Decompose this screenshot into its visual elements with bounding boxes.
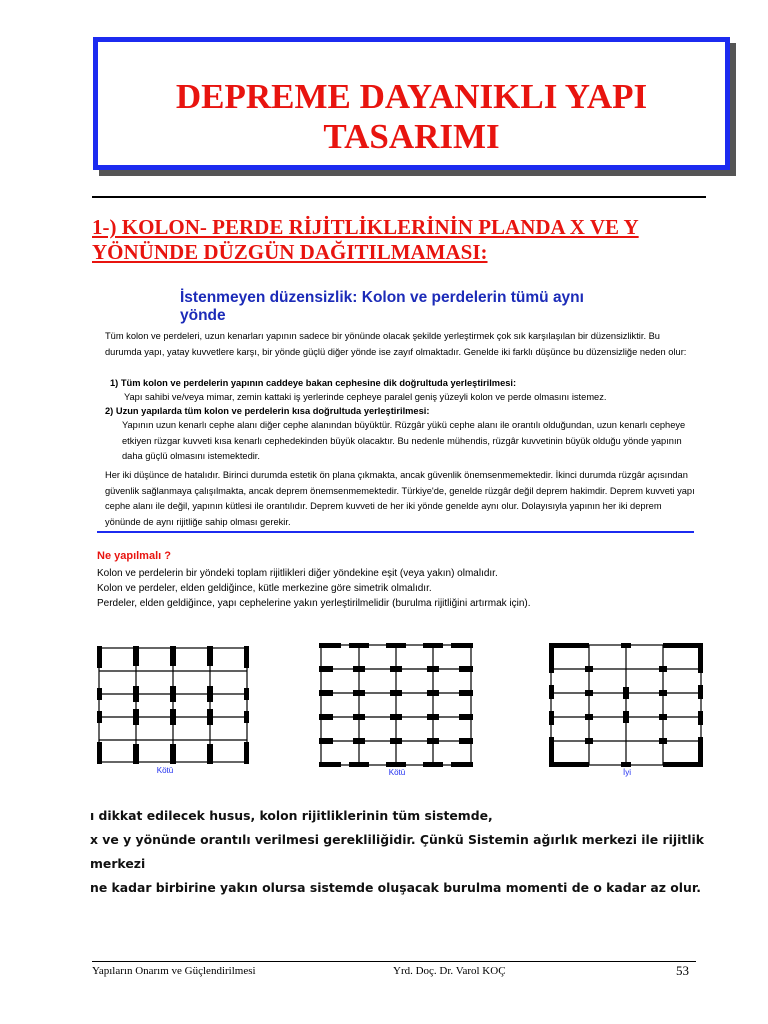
page-title-line2: TASARIMI (323, 117, 500, 156)
footer-author: Yrd. Doç. Dr. Varol KOÇ (393, 965, 506, 977)
what-to-do-title: Ne yapılmalı ? (97, 550, 171, 562)
bottom-paragraph (90, 804, 730, 900)
bottom-line: x ve y yönünde orantılı verilmesi gerekliliğidir. Çünkü Sistemin ağırlık merkezi ile rijitlik merkezi (90, 832, 705, 871)
plan-diagram-1 (97, 646, 249, 764)
footer-left: Yapıların Onarım ve Güçlendirilmesi (92, 965, 256, 977)
title-box (93, 37, 730, 170)
page-number: 53 (676, 963, 689, 978)
plan-label-3: İyi (623, 768, 631, 777)
what-to-do-item: Perdeler, elden geldiğince, yapı cephelerine yakın yerleştirilmelidir (burulma rijitliğini artırmak için). (97, 598, 531, 609)
figure-item2-body: Yapının uzun kenarlı cephe alanı diğer cephe alanından büyüktür. Rüzgâr yükü cephe alanı ile orantılı olduğundan, uzun kenarlı cepheye etkiyen rüzgar kuvveti kısa kenarlı cephedekinden büyük olacaktır. Bu nedenle mühendis, rüzgâr kuvvetinin büyük olduğu yönde yapının daha güçlü olmasını istemektedir. (122, 420, 686, 461)
what-to-do-item: Kolon ve perdelerin bir yöndeki toplam rijitlikleri diğer yöndekine eşit (veya yakın) olmalıdır. (97, 568, 498, 579)
what-to-do-list (97, 566, 657, 611)
divider (92, 196, 706, 198)
figure-item1-body: Yapı sahibi ve/veya mimar, zemin kattaki iş yerlerinde cepheye paralel geniş yüzeyli kolon ve perde olmasını istemez. (124, 392, 607, 402)
section-heading: 1-) KOLON- PERDE RİJİTLİKLERİNİN PLANDA X VE Y YÖNÜNDE DÜZGÜN DAĞITILMAMASI: (92, 215, 639, 264)
figure-paragraph-1: Tüm kolon ve perdeleri, uzun kenarları yapının sadece bir yönünde olacak şekilde yerleştirmek çok sık karşılaşılan bir düzensizliktir. Bu durumda yapı, yatay kuvvetlere karşı, bir yönde güçlü diğer yönde ise zayıf olmaktadır. Genelde iki farklı düşünce bu düzensizliğe neden olur: (105, 331, 687, 357)
plan-label-1: Kötü (156, 766, 174, 775)
plan-label-2: Kötü (388, 768, 406, 777)
what-to-do-item: Kolon ve perdeler, elden geldiğince, kütle merkezine göre simetrik olmalıdır. (97, 583, 432, 594)
footer-divider (92, 961, 696, 962)
bottom-line: ı dikkat edilecek husus, kolon rijitliklerinin tüm sistemde, (90, 808, 493, 823)
figure-title: İstenmeyen düzensizlik: Kolon ve perdelerin tümü aynı yönde (180, 289, 584, 324)
figure-paragraph-3: Her iki düşünce de hatalıdır. Birinci durumda estetik ön plana çıkmakta, ancak güvenlik önemsenmemektedir. İkinci durumda rüzgâr açısından güvenlik sağlanmaya çalışılmakta, ancak deprem önemsenmemektedir. Türkiye'de, genelde rüzgâr değil deprem hakimdir. Deprem kuvveti yapı cephe alanı ile değil, yapının kütlesi ile orantılıdır. Deprem kuvveti de her iki yönde genelde aynı olur. Dolayısıyla yapının her iki deprem yönünde de aynı rijitliğe sahip olması gerekir. (105, 470, 695, 527)
plan-diagram-3 (549, 643, 703, 767)
bottom-line: ne kadar birbirine yakın olursa sistemde oluşacak burulma momenti de o kadar az olur. (90, 880, 701, 895)
plan-diagram-2 (319, 643, 473, 767)
figure-item1-title: 1) Tüm kolon ve perdelerin yapının caddeye bakan cephesine dik doğrultuda yerleştirilmesi: (110, 378, 517, 388)
figure-divider (97, 531, 694, 533)
figure-item2-title: 2) Uzun yapılarda tüm kolon ve perdelerin kısa doğrultuda yerleştirilmesi: (105, 406, 430, 416)
page-title-line1: DEPREME DAYANIKLI YAPI (175, 77, 648, 116)
